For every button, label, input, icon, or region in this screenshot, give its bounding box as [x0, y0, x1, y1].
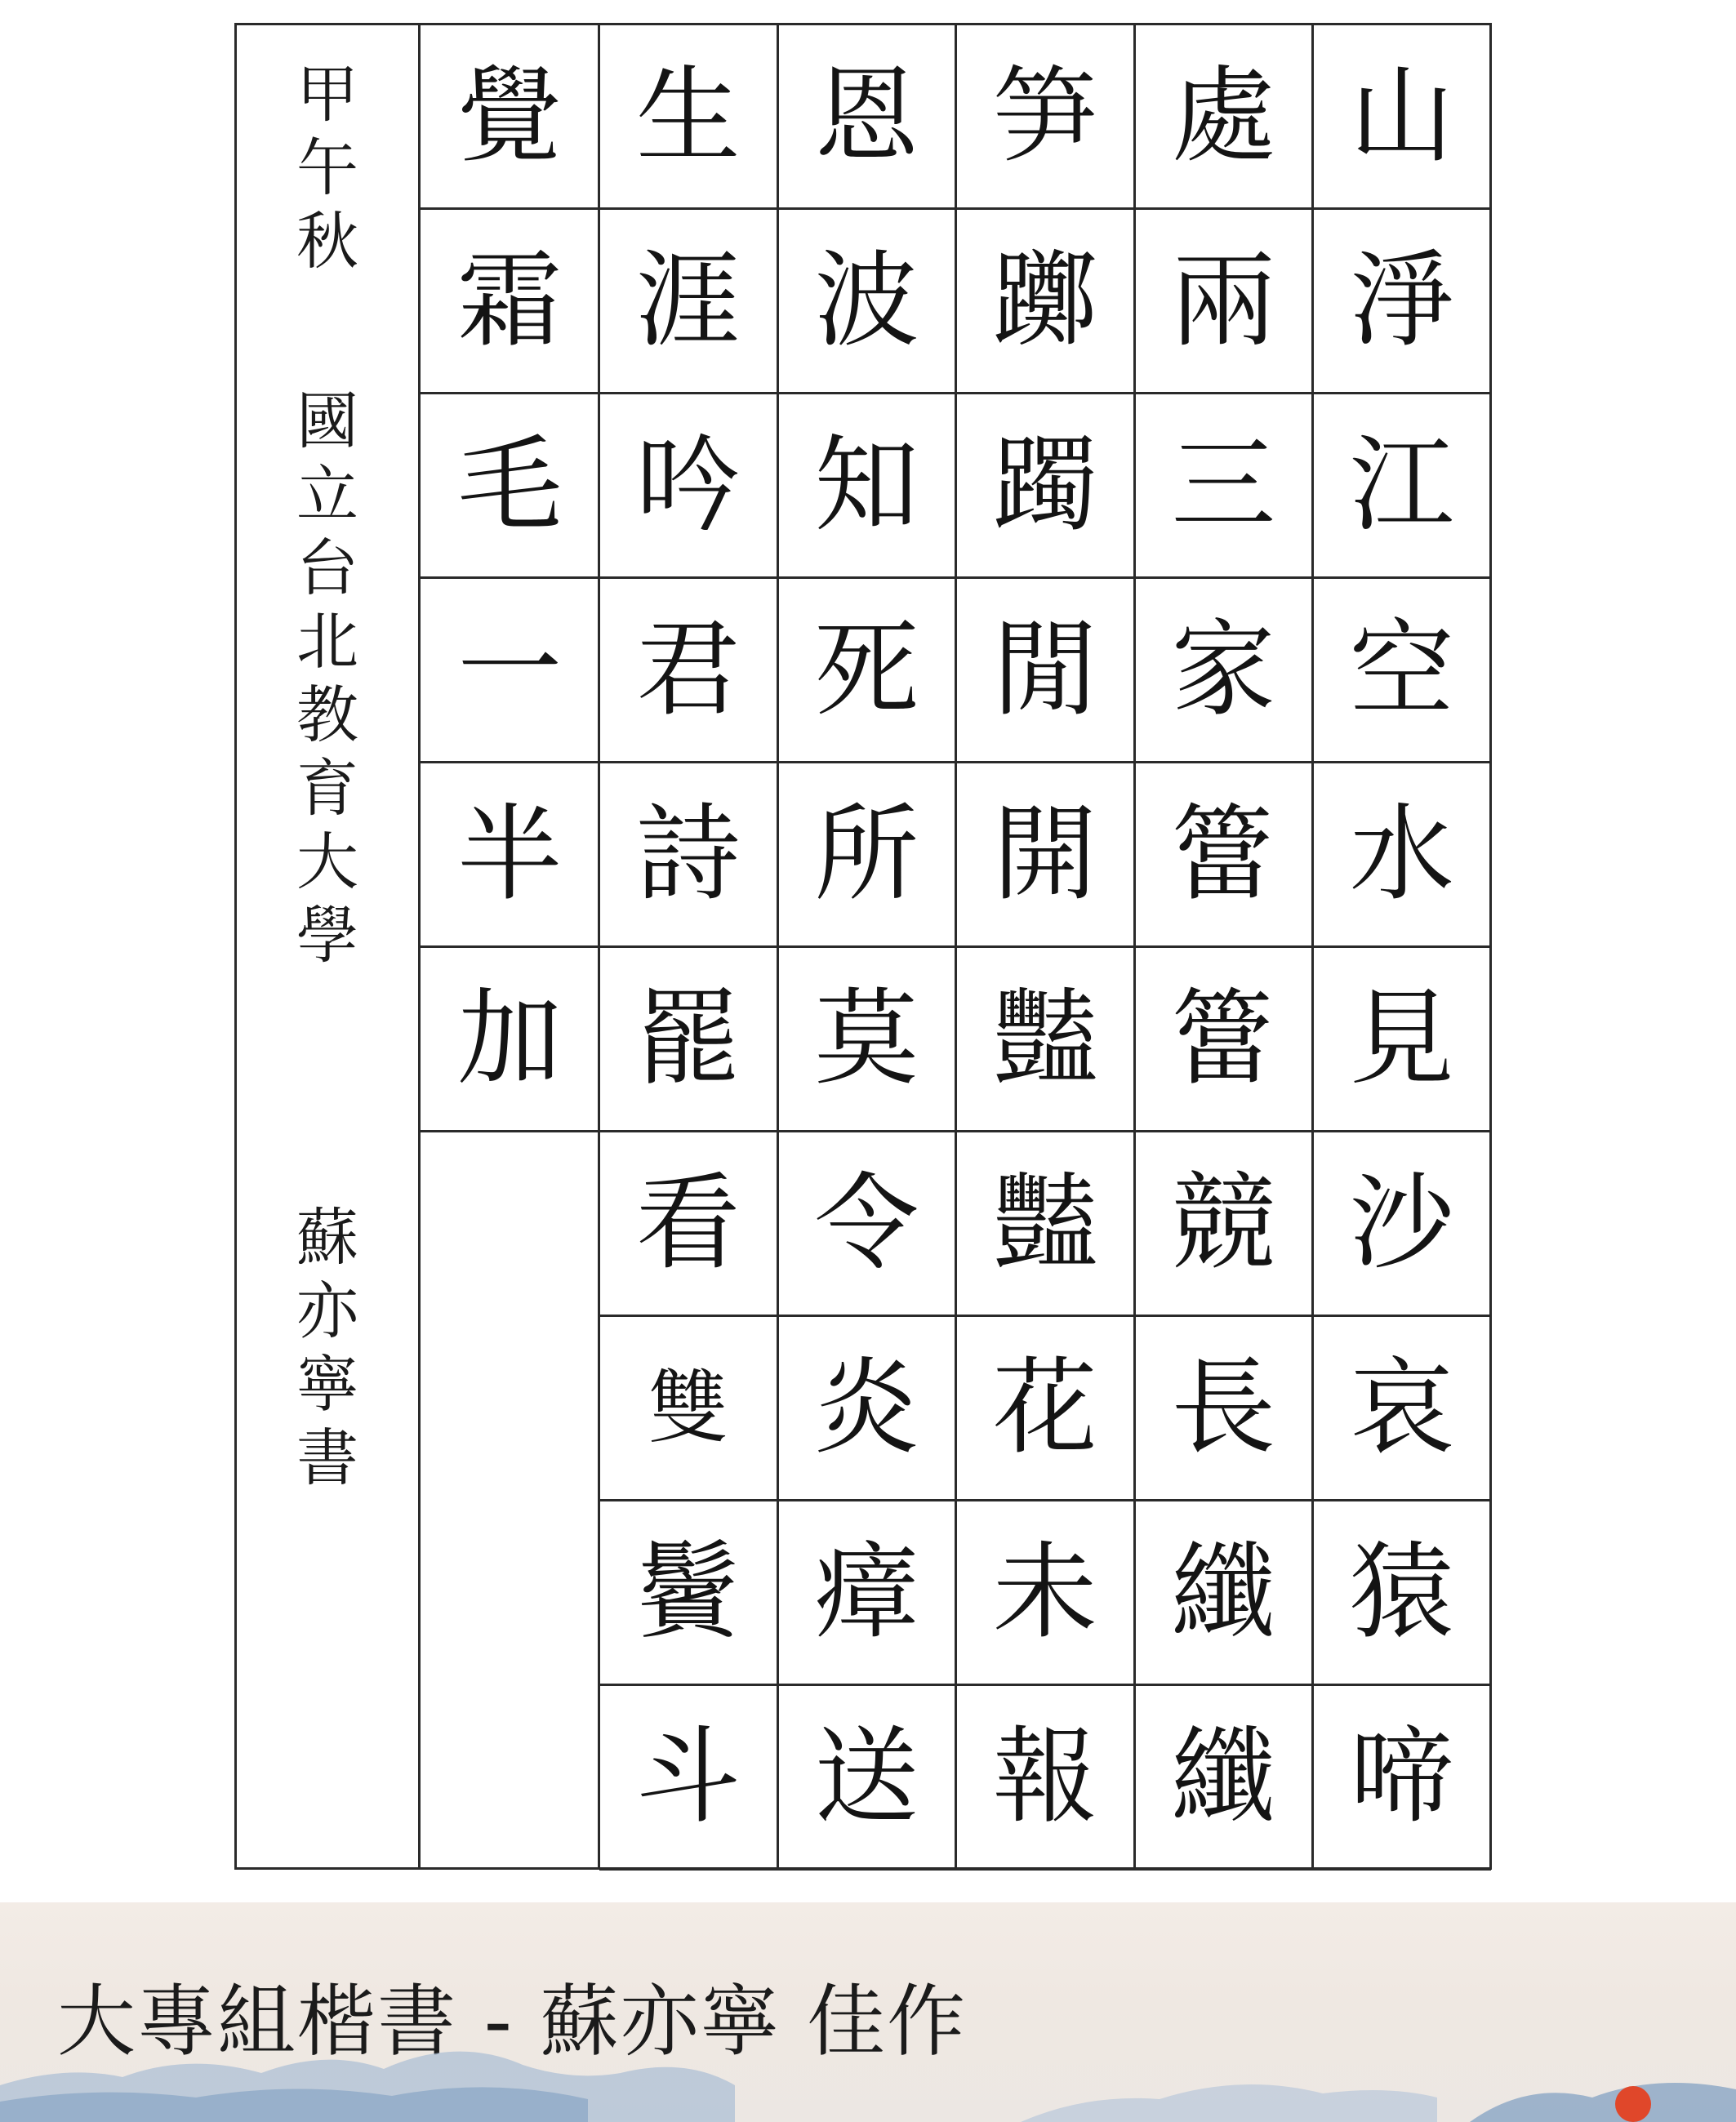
- character: 毛: [457, 424, 563, 546]
- grid-cell: [599, 763, 778, 948]
- grid-cell: [777, 1501, 956, 1686]
- character: 見: [1349, 977, 1454, 1100]
- grid-cell: [956, 1501, 1135, 1686]
- grid-cell: [1134, 394, 1313, 579]
- grid-cell: [599, 394, 778, 579]
- grid-cell: [421, 394, 599, 579]
- character: 水: [1349, 793, 1454, 915]
- grid-cell: [1134, 25, 1313, 210]
- grid-cell: [421, 948, 599, 1132]
- grid-cell: [956, 1317, 1135, 1501]
- grid-cell: [956, 948, 1135, 1132]
- character: 豔: [992, 1162, 1097, 1284]
- grid-cell: [599, 25, 778, 210]
- character: 未: [992, 1531, 1097, 1653]
- character: 炎: [814, 1346, 919, 1469]
- signature-glyph: 蘇: [296, 1201, 358, 1274]
- character: 兩: [1171, 239, 1276, 362]
- character: 看: [635, 1162, 741, 1284]
- character: 鬢: [635, 1531, 741, 1653]
- grid-cell: [421, 210, 599, 394]
- signature-glyph: 國: [296, 385, 358, 457]
- grid-cell: [599, 1317, 778, 1501]
- character: 詩: [635, 793, 741, 915]
- character: 知: [814, 424, 919, 546]
- grid-cell: [1313, 394, 1492, 579]
- character: 纖: [1171, 1531, 1276, 1653]
- character: 江: [1349, 424, 1454, 546]
- signature-glyph: 甲: [296, 58, 358, 131]
- character: 空: [1349, 608, 1454, 731]
- signature-author: [237, 1201, 418, 1495]
- grid-column: [777, 25, 956, 1867]
- grid-cell: [777, 210, 956, 394]
- character: 閒: [992, 608, 1097, 731]
- grid-cell: [1313, 763, 1492, 948]
- grid-cell: [777, 1317, 956, 1501]
- character: 所: [814, 793, 919, 915]
- character: 笋: [992, 55, 1097, 177]
- grid-cell: [1313, 579, 1492, 763]
- grid-cell: [1134, 1501, 1313, 1686]
- signature-glyph: 大: [296, 825, 358, 898]
- grid-cell: [956, 1686, 1135, 1871]
- signature-date: [237, 58, 418, 278]
- grid-cell: [599, 1132, 778, 1317]
- character: 躑: [992, 239, 1097, 362]
- character: 家: [1171, 608, 1276, 731]
- character: 君: [635, 608, 741, 731]
- character: 豔: [992, 977, 1097, 1100]
- grid-cell: [1134, 1132, 1313, 1317]
- character: 送: [814, 1715, 919, 1838]
- character: 莫: [814, 977, 919, 1100]
- character: 花: [992, 1346, 1097, 1469]
- grid-column: [421, 25, 599, 1867]
- character: 處: [1171, 55, 1276, 177]
- grid-cell: [956, 579, 1135, 763]
- signature-glyph: 立: [296, 458, 358, 531]
- character: 斗: [635, 1715, 741, 1838]
- signature-glyph: 書: [296, 1421, 358, 1494]
- grid-cell: [421, 579, 599, 763]
- character: 涯: [635, 239, 741, 362]
- character: 霜: [457, 239, 563, 362]
- character: 纖: [1171, 1715, 1276, 1838]
- signature-glyph: 秋: [296, 205, 358, 278]
- signature-glyph: 教: [296, 678, 358, 751]
- grid-cell: [1313, 1501, 1492, 1686]
- grid-cell: [956, 1132, 1135, 1317]
- character: 猿: [1349, 1531, 1454, 1653]
- grid-cell: [599, 210, 778, 394]
- character: 一: [457, 608, 563, 731]
- grid-cell: [1313, 1686, 1492, 1871]
- character: 加: [457, 977, 563, 1100]
- signature-glyph: 台: [296, 532, 358, 604]
- character: 令: [814, 1162, 919, 1284]
- character-grid: [421, 25, 1489, 1867]
- character: 雙: [648, 1361, 728, 1455]
- character: 罷: [635, 977, 741, 1100]
- grid-cell: [1313, 210, 1492, 394]
- character: 半: [457, 793, 563, 915]
- signature-glyph: 學: [296, 899, 358, 972]
- character: 死: [814, 608, 919, 731]
- signature-glyph: 寧: [296, 1348, 358, 1421]
- caption-banner: [0, 1902, 1736, 2122]
- character: 三: [1171, 424, 1276, 546]
- character: 淨: [1349, 239, 1454, 362]
- grid-cell: [599, 579, 778, 763]
- signature-school: [237, 385, 418, 972]
- grid-cell: [421, 25, 599, 210]
- grid-cell: [1134, 1317, 1313, 1501]
- character: 競: [1171, 1162, 1276, 1284]
- signature-glyph: 北: [296, 605, 358, 678]
- grid-column: [1134, 25, 1313, 1867]
- character: 瘴: [814, 1531, 919, 1653]
- grid-cell: [1134, 763, 1313, 948]
- grid-cell: [777, 763, 956, 948]
- grid-cell: [599, 1501, 778, 1686]
- grid-cell: [1313, 1132, 1492, 1317]
- grid-cell: [1134, 579, 1313, 763]
- character: 簹: [1171, 977, 1276, 1100]
- grid-cell: [956, 210, 1135, 394]
- grid-cell: [777, 1686, 956, 1871]
- grid-cell: [956, 25, 1135, 210]
- grid-cell: [777, 948, 956, 1132]
- character: 吟: [635, 424, 741, 546]
- signature-glyph: 亦: [296, 1275, 358, 1347]
- signature-glyph: 育: [296, 752, 358, 825]
- grid-cell: [777, 394, 956, 579]
- grid-cell: [777, 579, 956, 763]
- grid-cell: [599, 948, 778, 1132]
- character: 開: [992, 793, 1097, 915]
- grid-cell: [1313, 25, 1492, 210]
- grid-cell: [777, 25, 956, 210]
- sun-shape: [1615, 2086, 1651, 2122]
- signature-glyph: 午: [296, 131, 358, 204]
- grid-cell: [777, 1132, 956, 1317]
- grid-column: [599, 25, 778, 1867]
- character: 生: [635, 55, 741, 177]
- character: 報: [992, 1715, 1097, 1838]
- character: 山: [1349, 55, 1454, 177]
- grid-cell: [421, 763, 599, 948]
- character: 躅: [992, 424, 1097, 546]
- character: 覺: [457, 55, 563, 177]
- grid-cell: [956, 394, 1135, 579]
- calligraphy-sheet: [234, 23, 1492, 1870]
- character: 恩: [814, 55, 919, 177]
- caption-title: 大專組楷書 - 蘇亦寧 佳作: [57, 1976, 968, 2067]
- character: 啼: [1349, 1715, 1454, 1838]
- character: 沙: [1349, 1162, 1454, 1284]
- grid-cell: [1134, 948, 1313, 1132]
- mountain-landscape-illustration: [0, 2008, 1736, 2122]
- grid-cell: [1134, 210, 1313, 394]
- character: 簹: [1171, 793, 1276, 915]
- grid-cell: [1313, 1317, 1492, 1501]
- character: 長: [1171, 1346, 1276, 1469]
- character: 波: [814, 239, 919, 362]
- grid-column: [956, 25, 1135, 1867]
- grid-cell: [1313, 948, 1492, 1132]
- signature-column: [237, 25, 421, 1867]
- grid-column: [1313, 25, 1492, 1867]
- grid-cell: [1134, 1686, 1313, 1871]
- grid-cell: [599, 1686, 778, 1871]
- character: 哀: [1349, 1346, 1454, 1469]
- grid-cell: [956, 763, 1135, 948]
